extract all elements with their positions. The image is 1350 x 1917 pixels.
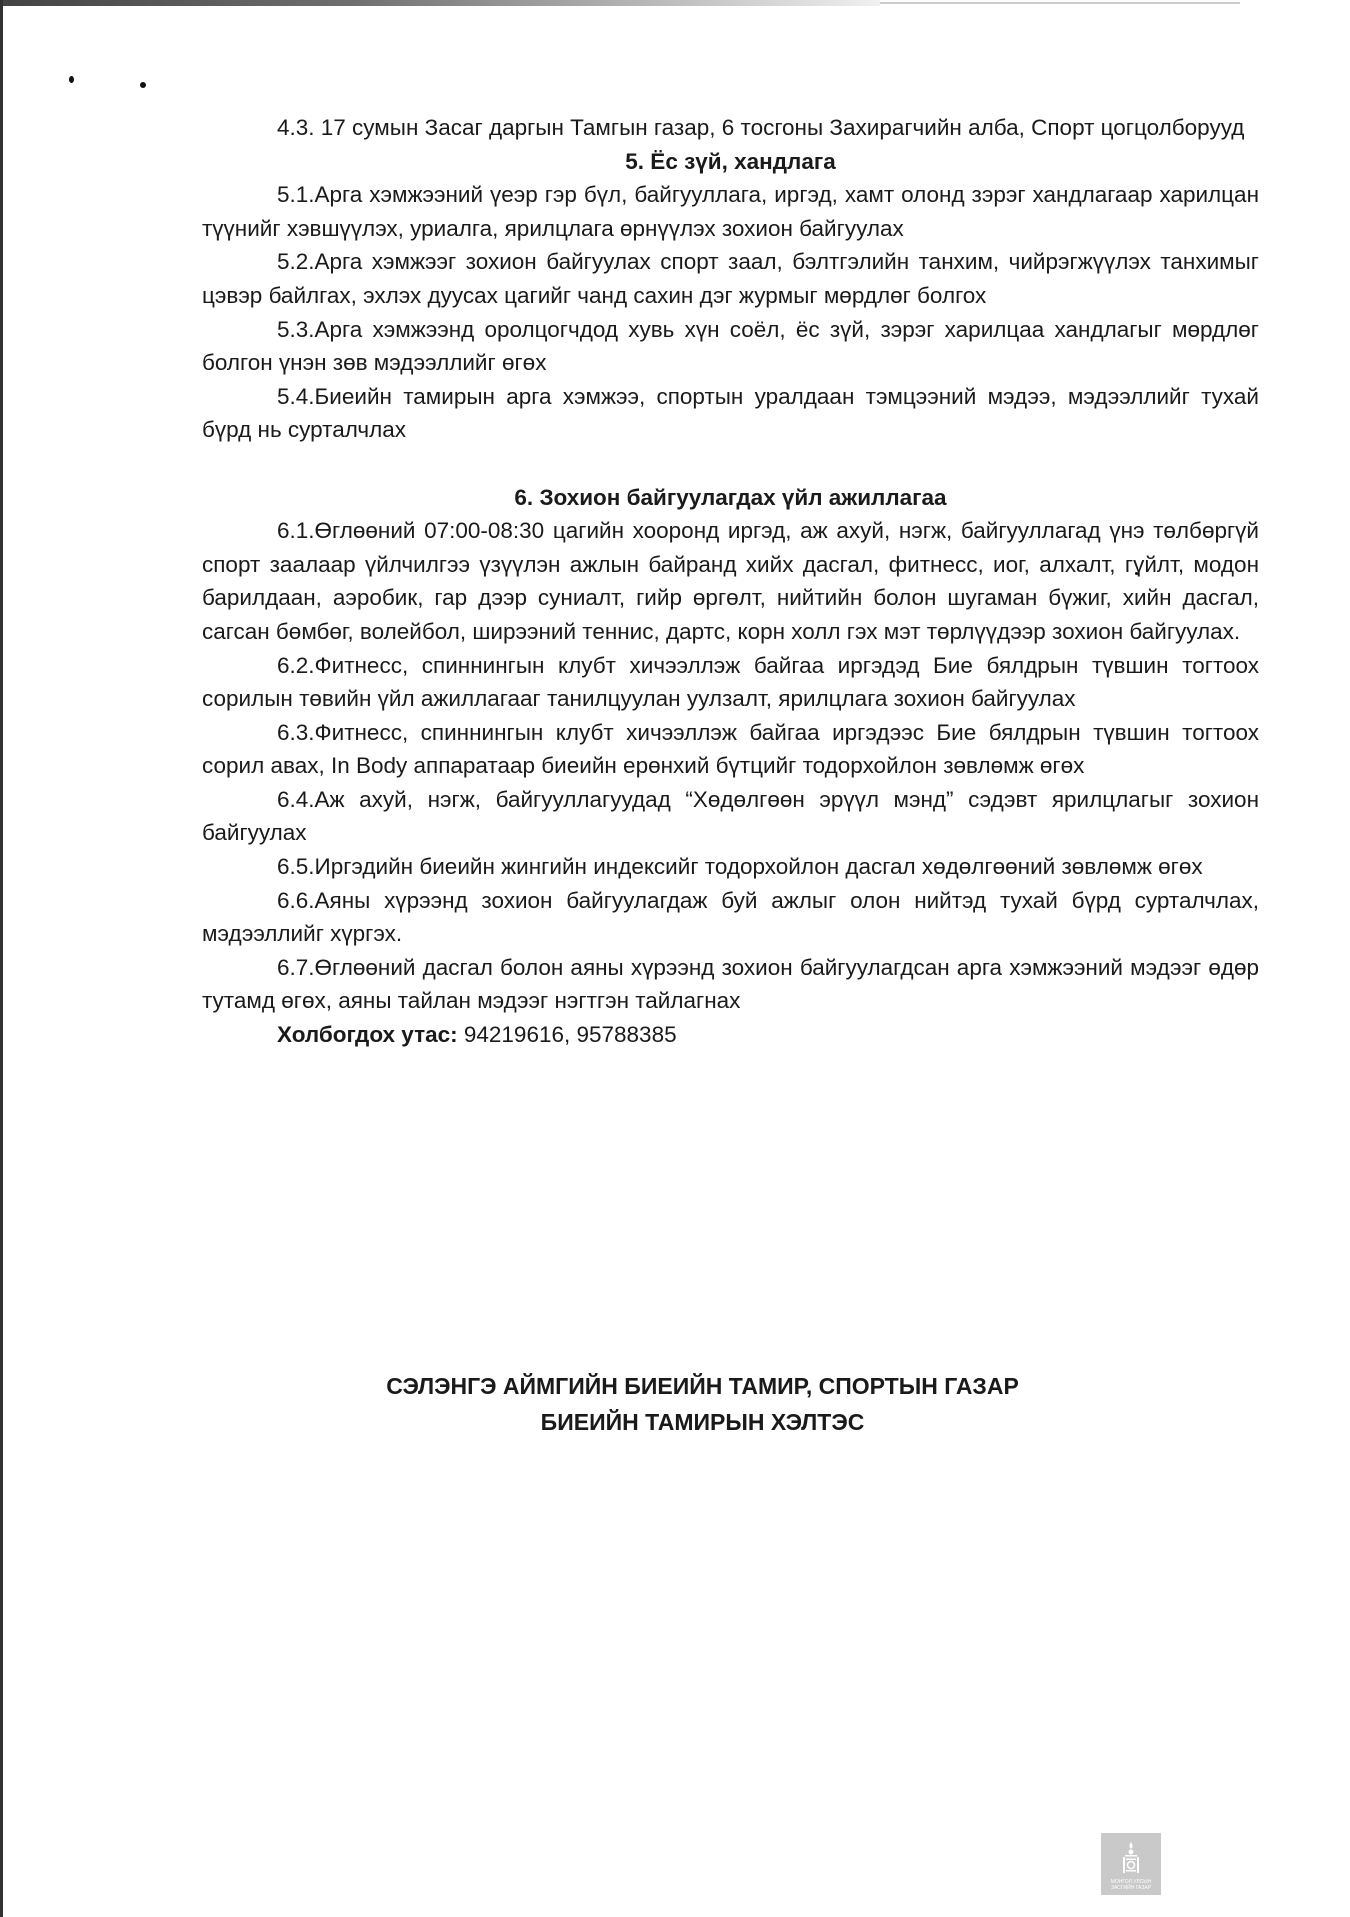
scan-speck [69,76,74,83]
item-6-3: 6.3.Фитнесс, спиннингын клубт хичээллэж байгаа иргэдээс Бие бялдрын түвшин тогтоох сорил авах, In Body аппаратаар биеийн ерөнхий бүтцийг тодорхойлон зөвлөмж өгөх [202,719,1259,779]
item-5-1: 5.1.Арга хэмжээний үеэр гэр бүл, байгууллага, иргэд, хамт олонд зэрэг хандлагаар харилцан түүнийг хэвшүүлэх, уриалга, ярилцлага өрнүүлэх зохион байгуулах [202,182,1259,241]
contact-line [202,1018,1259,1052]
item-6-2: 6.2.Фитнесс, спиннингын клубт хичээллэж байгаа иргэдэд Бие бялдрын түвшин тогтоох сорилын төвийн үйл ажиллагааг танилцуулан уулзалт, ярилцлага зохион байгуулах [202,652,1259,712]
item-6-4: 6.4.Аж ахуй, нэгж, байгууллагуудад “Хөдөлгөөн эрүүл мэнд” сэдэвт ярилцлагыг зохион байгуулах [202,786,1259,846]
signature-block [0,1368,1350,1440]
scan-speck [140,82,146,88]
item-6-5: 6.5.Иргэдийн биеийн жингийн индексийг тодорхойлон дасгал хөдөлгөөний зөвлөмж өгөх [277,854,1203,880]
document-body [202,111,1259,1052]
item-5-2: 5.2.Арга хэмжээг зохион байгуулах спорт заал, бэлтгэлийн танхим, чийрэгжүүлэх танхимыг цэвэр байлгах, эхлэх дуусах цагийг чанд сахин дэг журмыг мөрдлөг болгох [202,249,1259,308]
section-5-heading: 5. Ёс зүй, хандлага [625,148,836,174]
spacer [202,447,1259,481]
item-6-6: 6.6.Аяны хүрээнд зохион байгуулагдаж буй ажлыг олон нийтэд тухай бүрд сурталчлах, мэдээллийг хүргэх. [202,887,1259,947]
item-4-3: 4.3. 17 сумын Засаг даргын Тамгын газар, 6 тосгоны Захирагчийн алба, Спорт цогцолборууд [277,115,1245,140]
item-5-3: 5.3.Арга хэмжээнд оролцогчдод хувь хүн соёл, ёс зүй, зэрэг харилцаа хандлагыг мөрдлөг болгон үнэн зөв мэдээллийг өгөх [202,316,1259,376]
item-5-4: 5.4.Биеийн тамирын арга хэмжээ, спортын уралдаан тэмцээний мэдээ, мэдээллийг тухай бүрд нь сурталчлах [202,383,1259,443]
scan-border-left [0,0,3,1917]
contact-label: Холбогдох утас: [277,1022,458,1048]
government-watermark [1101,1833,1161,1895]
contact-phones: 94219616, 95788385 [463,1022,677,1048]
signature-dept: БИЕИЙН ТАМИРЫН ХЭЛТЭС [540,1409,865,1435]
signature-org: СЭЛЭНГЭ АЙМГИЙН БИЕИЙН ТАМИР, СПОРТЫН ГАЗАР [386,1373,1019,1399]
scan-artifact-top [0,0,880,6]
watermark-text: МОНГОЛ УЛСЫН ЗАСГИЙН ГАЗАР [1110,1879,1152,1891]
section-6-heading: 6. Зохион байгуулагдах үйл ажиллагаа [514,484,947,510]
soyombo-emblem-icon [1121,1841,1141,1875]
item-6-1: 6.1.Өглөөний 07:00-08:30 цагийн хооронд иргэд, аж ахуй, нэгж, байгууллагад үнэ төлбөргүй спорт заалаар үйлчилгээ үзүүлэн ажлын байранд хийх дасгал, фитнесс, иог, алхалт, гүйлт, модон барилдаан, аэробик, гар дээр суниалт, гийр өргөлт, нийтийн болон шугаман бүжиг, хийн дасгал, сагсан бөмбөг, волейбол, ширээний теннис, дартс, корн холл гэх мэт төрлүүдээр зохион байгуулах. [202,518,1259,644]
item-6-7: 6.7.Өглөөний дасгал болон аяны хүрээнд зохион байгуулагдсан арга хэмжээний мэдээг өдөр тутамд өгөх, аяны тайлан мэдээг нэгтгэн тайлагнах [202,954,1259,1014]
scan-artifact-top-faint [880,2,1240,4]
